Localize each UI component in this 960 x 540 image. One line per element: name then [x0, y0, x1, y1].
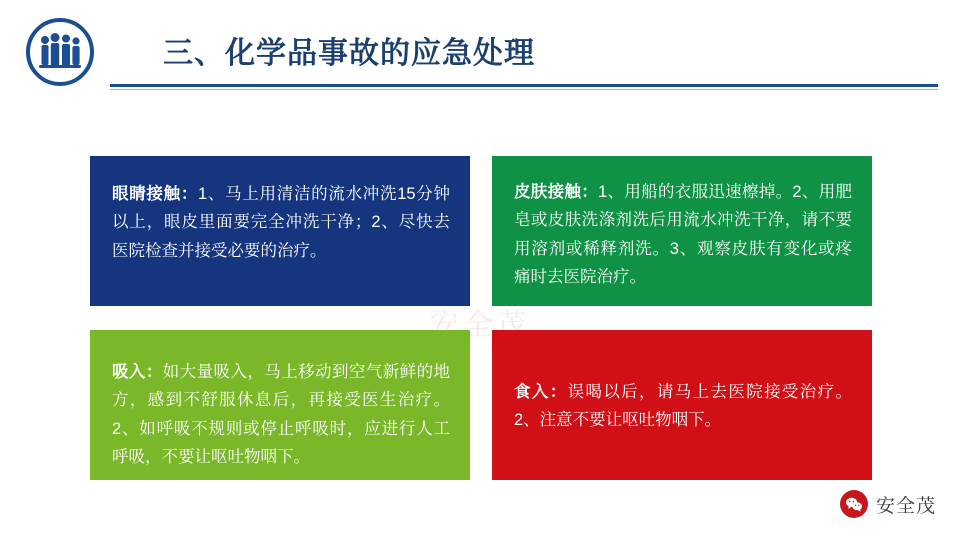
card-inhalation-text: 如大量吸入，马上移动到空气新鲜的地方，感到不舒服休息后，再接受医生治疗。2、如呼吸不规则或停止呼吸时，应进行人工呼吸，不要让呕吐物咽下。: [112, 363, 451, 467]
card-inhalation-lead: 吸入：: [112, 363, 163, 381]
card-eye-contact: [90, 156, 470, 306]
wechat-icon: [840, 490, 868, 518]
people-group-icon: [26, 18, 94, 86]
card-skin-contact: [492, 156, 872, 306]
card-ingestion-text: 误喝以后，请马上去医院接受治疗。2、注意不要让呕吐物咽下。: [514, 383, 853, 430]
card-ingestion-lead: 食入：: [514, 383, 568, 401]
header-divider: [110, 84, 938, 87]
page-title: 三、化学品事故的应急处理: [163, 37, 535, 70]
card-inhalation: [90, 330, 470, 480]
slide-header: [0, 0, 960, 104]
card-skin-contact-lead: 皮肤接触：: [514, 183, 599, 201]
card-ingestion: [492, 330, 872, 480]
card-eye-contact-lead: 眼睛接触：: [112, 185, 199, 203]
card-skin-contact-text: 1、用船的衣服迅速檫掉。2、用肥皂或皮肤洗涤剂洗后用流水冲洗干净，请不要用溶剂或稀释剂洗。3、观察皮肤有变化或疼痛时去医院治疗。: [514, 183, 853, 287]
brand-name: 安全茂: [875, 495, 936, 517]
watermark-text: 安全茂: [429, 309, 531, 342]
brand-footer: [840, 490, 936, 518]
card-eye-contact-text: 1、马上用清洁的流水冲洗15分钟以上，眼皮里面要完全冲洗干净；2、尽快去医院检查并接受必要的治疗。: [112, 185, 451, 260]
header-divider-thin: [110, 89, 938, 90]
